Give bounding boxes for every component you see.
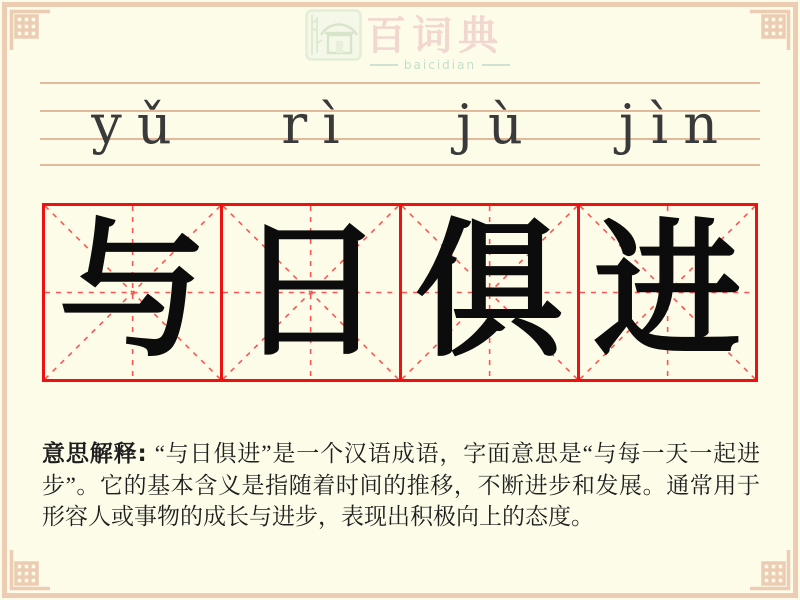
character-practice-grid xyxy=(42,203,758,382)
definition-paragraph xyxy=(42,438,760,532)
pinyin-syllable: yǔ xyxy=(91,92,187,156)
brand-subtitle-row xyxy=(40,58,800,72)
definition-text: “与日俱进”是一个汉语成语，字面意思是“与每一天一起进步”。它的基本含义是指随着时间的推移，不断进步和发展。通常用于形容人或事物的成长与进步，表现出积极向上的态度。 xyxy=(42,441,760,529)
brand-logo xyxy=(0,6,800,72)
subtitle-dash-right xyxy=(482,64,510,66)
character-box xyxy=(220,206,398,379)
pinyin-syllable: rì xyxy=(281,92,355,156)
brand-name: 百词典 xyxy=(366,13,504,59)
pinyin-row xyxy=(42,78,758,170)
character-box xyxy=(399,206,577,379)
hanzi-character: 与 xyxy=(58,210,207,375)
hanzi-character: 日 xyxy=(236,210,385,375)
character-box xyxy=(577,206,755,379)
pinyin-syllable: jìn xyxy=(618,92,734,156)
subtitle-dash-left xyxy=(370,64,398,66)
pinyin-syllable: jù xyxy=(456,92,538,156)
corner-ornament-icon xyxy=(750,550,798,598)
hanzi-character: 俱 xyxy=(415,210,564,375)
brand-subtitle: baicidian xyxy=(403,58,477,72)
corner-ornament-icon xyxy=(2,550,50,598)
hanzi-character: 进 xyxy=(593,210,742,375)
character-box xyxy=(45,206,220,379)
definition-label: 意思解释: xyxy=(42,441,147,467)
house-bamboo-icon xyxy=(305,9,362,61)
